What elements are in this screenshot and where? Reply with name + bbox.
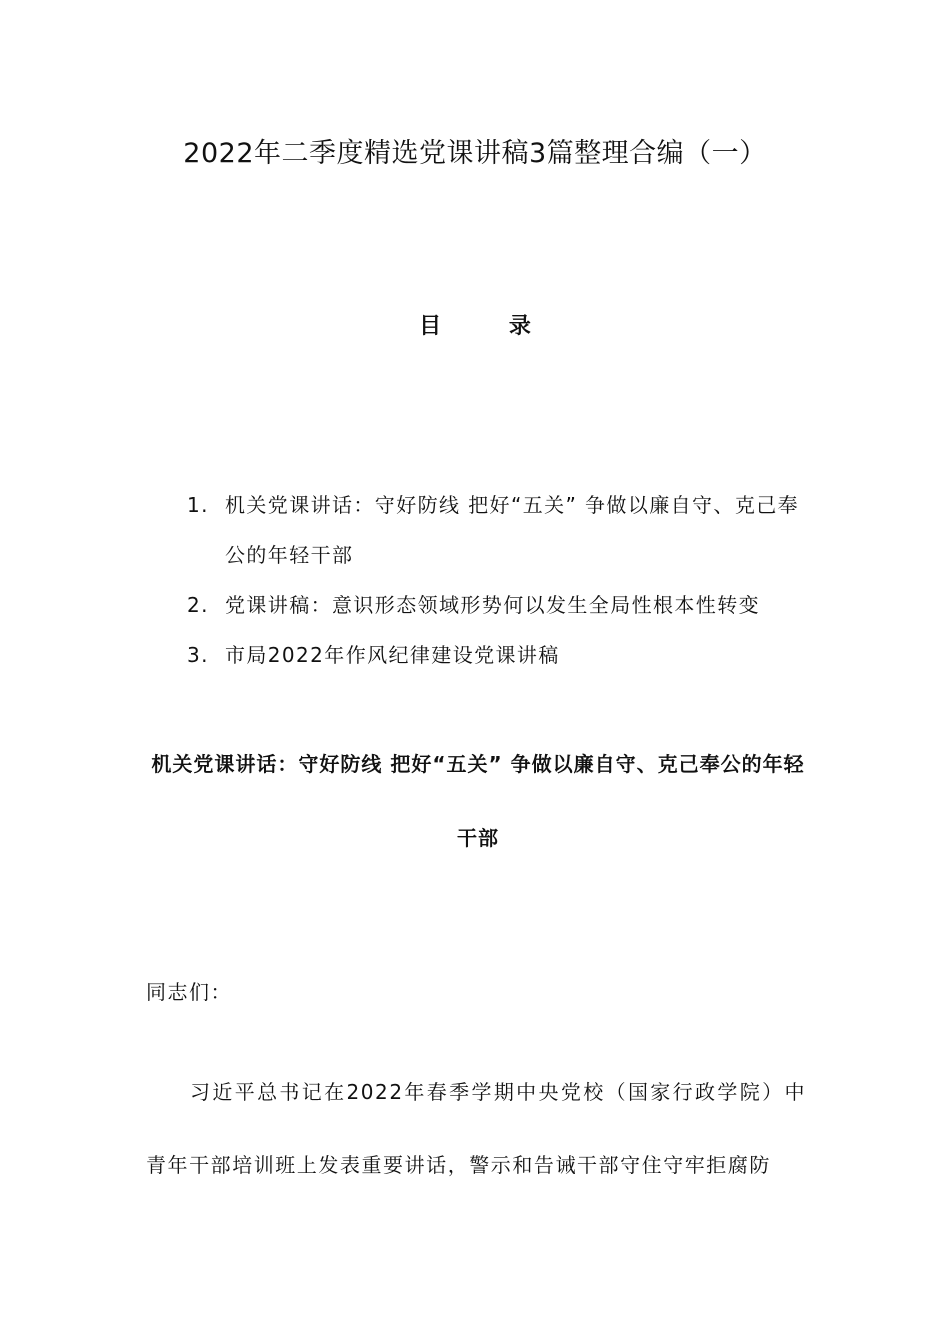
- toc-item-text: 市局2022年作风纪律建设党课讲稿: [225, 643, 560, 667]
- toc-item-2[interactable]: [187, 580, 807, 630]
- table-of-contents: [187, 480, 807, 680]
- toc-item-text: 机关党课讲话：守好防线 把好“五关” 争做以廉自守、克己奉公的年轻干部: [225, 493, 800, 567]
- toc-heading: 目 录: [419, 314, 561, 339]
- toc-item-number: 3.: [187, 643, 209, 667]
- section-title: 机关党课讲话：守好防线 把好“五关” 争做以廉自守、克己奉公的年轻干部: [151, 752, 805, 850]
- toc-item-1[interactable]: [187, 480, 807, 580]
- toc-item-text: 党课讲稿：意识形态领域形势何以发生全局性根本性转变: [225, 593, 760, 617]
- document-title: 2022年二季度精选党课讲稿3篇整理合编（一）: [183, 138, 767, 169]
- toc-item-number: 2.: [187, 593, 209, 617]
- greeting-text: 同志们：: [146, 980, 232, 1004]
- body-paragraph: 习近平总书记在2022年春季学期中央党校（国家行政学院）中青年干部培训班上发表重要讲话，警示和告诫干部守住守牢拒腐防: [146, 1080, 806, 1177]
- toc-item-3[interactable]: [187, 630, 807, 680]
- toc-item-number: 1.: [187, 493, 209, 517]
